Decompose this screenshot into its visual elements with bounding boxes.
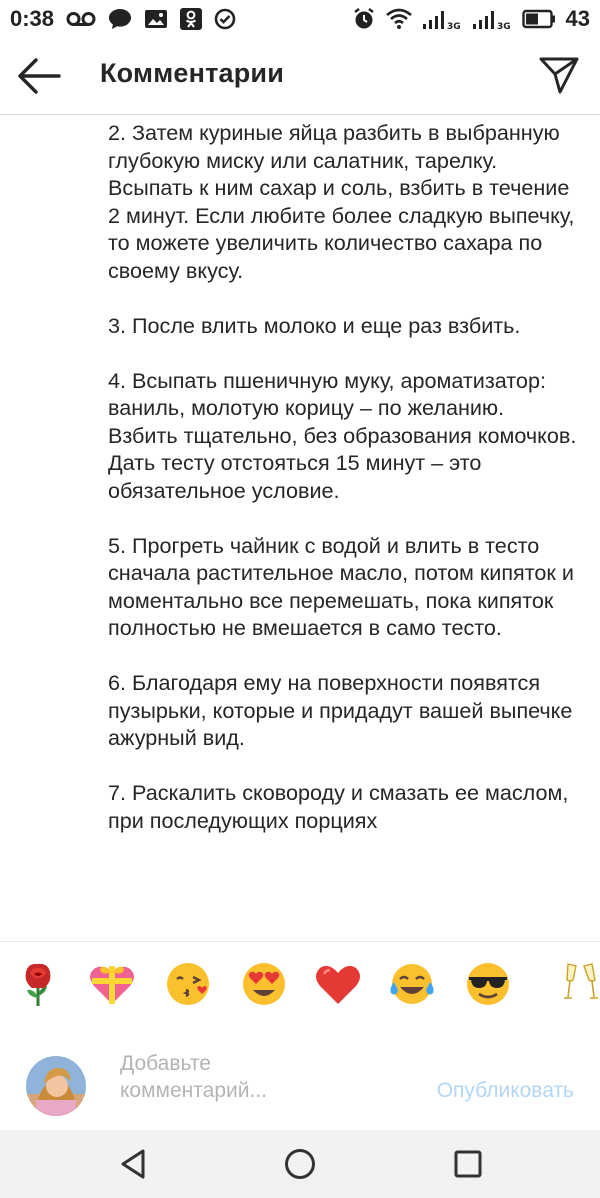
odnoklassniki-icon [180,8,202,30]
tears-of-joy-emoji[interactable] [388,960,436,1008]
compose-row [0,1024,600,1130]
network-type-2: 3G [496,22,511,30]
back-triangle-icon [116,1146,152,1182]
heart-gift-icon [88,960,136,1008]
paper-plane-icon [538,54,580,96]
comment-paragraph: 7. Раскалить сковороду и смазать ее маслом, при последующих порциях [108,780,569,833]
system-nav-bar [0,1130,600,1198]
champagne-emoji[interactable] [562,960,600,1008]
avatar [26,1056,86,1116]
network-type-1: 3G [446,22,461,30]
kissing-face-icon [164,960,212,1008]
heart-eyes-icon [240,960,288,1008]
heart-eyes-emoji[interactable] [240,960,288,1008]
comment-scroll-area[interactable] [0,115,600,941]
nav-back-button[interactable] [116,1146,152,1182]
chat-bubble-icon [108,8,132,30]
user-avatar-image [26,1056,86,1116]
red-heart-icon [314,960,362,1008]
emoji-bar [0,941,600,1025]
rose-emoji[interactable] [14,960,62,1008]
comment-text [108,119,578,862]
gallery-icon [144,9,168,29]
kissing-face-emoji[interactable] [164,960,212,1008]
comment-paragraph: 6. Благодаря ему на поверхности появятся пузырьки, которые и придадут вашей выпечке ажурный вид. [108,670,573,750]
share-button[interactable] [538,54,580,96]
heart-gift-emoji[interactable] [88,960,136,1008]
status-bar-right [352,6,590,32]
tears-of-joy-icon [388,960,436,1008]
rose-icon [14,960,62,1008]
status-bar-left [10,6,236,32]
home-circle-icon [282,1146,318,1182]
nav-recents-button[interactable] [450,1146,486,1182]
signal-icon [472,8,512,30]
sunglasses-emoji[interactable] [464,960,512,1008]
battery-icon [522,9,556,29]
app-header [0,38,600,115]
page-title: Комментарии [100,58,285,88]
battery-level: 43 [565,6,590,31]
red-heart-emoji[interactable] [314,960,362,1008]
comment-paragraph: 2. Затем куриные яйца разбить в выбранную глубокую миску или салатник, тарелку. Всыпать к ним сахар и соль, взбить в течение 2 минут. Если любите более сладкую выпечку, то можете увеличить количество сахара по своему вкусу. [108,120,575,283]
check-circle-icon [214,8,236,30]
signal-icon [422,8,462,30]
comment-input[interactable]: Добавьте комментарий... [120,1052,267,1102]
comment-paragraph: 3. После влить молоко и еще раз взбить. [108,312,521,338]
comment-paragraph: 4. Всыпать пшеничную муку, ароматизатор: ваниль, молотую корицу – по желанию. Взбить тщательно, без образования комочков. Дать тесту отстояться 15 минут – это обязательное условие. [108,367,577,503]
publish-button[interactable]: Опубликовать [436,1079,574,1102]
voicemail-icon [66,11,96,27]
status-bar [0,0,600,38]
wifi-icon [386,8,412,30]
back-button[interactable] [16,56,62,96]
status-time: 0:38 [10,6,55,31]
alarm-icon [352,7,376,31]
nav-home-button[interactable] [282,1146,318,1182]
arrow-left-icon [16,56,62,96]
comment-paragraph: 5. Прогреть чайник с водой и влить в тесто сначала растительное масло, потом кипяток и моментально все перемешать, пока кипяток полностью не вмешается в само тесто. [108,532,574,640]
sunglasses-icon [464,960,512,1008]
recents-square-icon [450,1146,486,1182]
champagne-glasses-icon [562,960,600,1008]
